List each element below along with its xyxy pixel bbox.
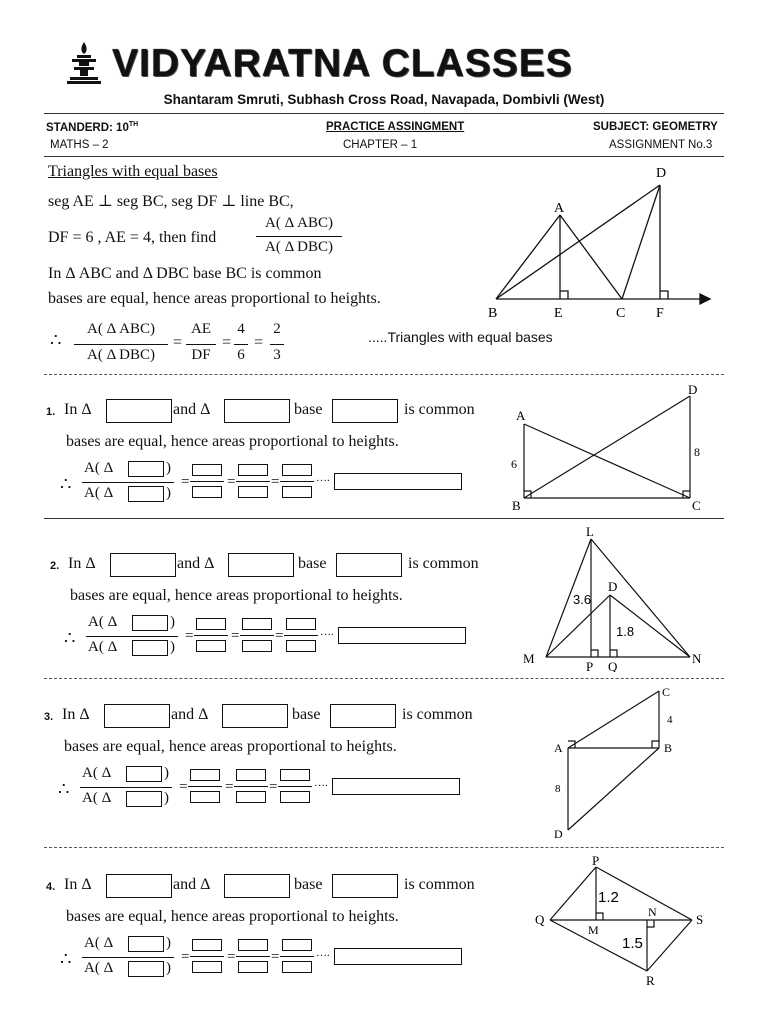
q2-label-p: P [586,659,594,672]
ae-df-bar [186,344,216,345]
six-denominator: 6 [237,347,245,363]
q3-label-b: B [664,741,673,755]
question-number: 4. [46,881,56,893]
therefore-symbol: ∴ [58,779,70,799]
example-statement: In Δ ABC and Δ DBC base BC is common [48,265,322,282]
equals-sign: = [181,949,190,965]
value-numerator-input[interactable] [238,939,268,951]
close-paren: ) [166,960,171,976]
area-denominator-input[interactable] [128,486,164,502]
in-delta-text: In Δ [64,401,92,418]
area-denominator-input[interactable] [128,961,164,977]
and-delta-text: and Δ [173,876,211,893]
question-number: 3. [44,711,54,723]
triangle-1-input[interactable] [104,704,170,728]
ratio-bar [80,787,172,788]
q3-label-c: C [662,685,671,699]
close-paren: ) [170,639,175,655]
close-paren: ) [170,614,175,630]
area-denominator-input[interactable] [132,640,168,656]
example-find-denominator: A( Δ DBC) [265,239,333,255]
standard-text: STANDERD: 10 [46,121,129,134]
simplified-denominator-input[interactable] [286,640,316,652]
q2-label-n: N [692,651,702,666]
triangle-2-input[interactable] [228,553,294,577]
area-numerator-prefix: A( Δ [88,614,118,630]
close-paren: ) [166,485,171,501]
area-denominator-prefix: A( Δ [88,639,118,655]
section-divider [44,678,724,679]
area-denominator-prefix: A( Δ [82,790,112,806]
height-numerator-input[interactable] [192,939,222,951]
q4-length-pm: 1.2 [598,889,619,906]
value-numerator-input[interactable] [236,769,266,781]
base-input[interactable] [336,553,402,577]
lamp-logo-icon [64,40,104,86]
q2-label-q: Q [608,659,618,672]
area-numerator-prefix: A( Δ [84,935,114,951]
institute-title: VIDYARATNA CLASSES [112,42,573,85]
dots-text: …. [316,947,330,959]
equals-sign: = [222,334,232,351]
ratio-bar [280,481,314,482]
simplified-denominator-input[interactable] [280,791,310,803]
equals-sign: = [275,628,284,644]
dots-text: …. [314,777,328,789]
equals-sign: = [173,334,183,351]
equals-sign: = [271,474,280,490]
therefore-symbol: ∴ [50,330,62,350]
is-common-text: is common [402,706,473,723]
height-numerator-input[interactable] [192,464,222,476]
base-text: base [294,876,323,893]
q2-label-l: L [586,524,594,539]
height-denominator-input[interactable] [192,961,222,973]
q3-length-bc: 4 [667,714,673,726]
q4-length-nr: 1.5 [622,935,643,952]
and-delta-text: and Δ [173,401,211,418]
in-delta-text: In Δ [64,876,92,893]
header-rule [44,113,724,114]
q1-label-c: C [692,498,701,513]
reason-text: bases are equal, hence areas proportional to heights. [70,587,403,604]
q1-length-ab: 6 [511,457,517,471]
institute-address: Shantaram Smruti, Subhash Cross Road, Navapada, Dombivli (West) [163,92,605,107]
q1-length-dc: 8 [694,445,700,459]
simplified-numerator-input[interactable] [282,464,312,476]
example-ratio-bar [74,344,168,345]
height-denominator-input[interactable] [196,640,226,652]
fig-label-c: C [616,306,626,321]
figure-q2 [516,522,716,672]
height-denominator-input[interactable] [192,486,222,498]
triangle-2-input[interactable] [222,704,288,728]
fig-label-f: F [656,306,664,321]
value-denominator-input[interactable] [242,640,272,652]
equals-sign: = [179,779,188,795]
and-delta-text: and Δ [177,555,215,572]
in-delta-text: In Δ [62,706,90,723]
example-ratio-denominator: A( Δ DBC) [87,347,155,363]
base-text: base [298,555,327,572]
reason-answer-input[interactable] [332,778,460,795]
ratio-bar [284,635,318,636]
assignment-label: ASSIGNMENT No.3 [609,139,713,151]
and-delta-text: and Δ [171,706,209,723]
triangle-1-input[interactable] [106,399,172,423]
value-numerator-input[interactable] [238,464,268,476]
figure-q3 [546,682,696,840]
two-numerator: 2 [273,321,281,337]
triangle-2-input[interactable] [224,399,290,423]
triangle-1-input[interactable] [106,874,172,898]
height-denominator-input[interactable] [190,791,220,803]
figure-q4 [530,852,720,994]
q2-length-lp: 3.6 [573,592,592,607]
reason-text: bases are equal, hence areas proportional to heights. [66,908,399,925]
value-denominator-input[interactable] [238,961,268,973]
ratio-bar [190,481,224,482]
example-given-1: seg AE ⊥ seg BC, seg DF ⊥ line BC, [48,193,294,210]
therefore-symbol: ∴ [60,474,72,494]
in-delta-text: In Δ [68,555,96,572]
reason-answer-input[interactable] [338,627,466,644]
q4-label-r: R [646,973,655,988]
section-divider [44,847,724,848]
logo [64,40,104,86]
example-ratio-numerator: A( Δ ABC) [87,321,155,337]
q4-label-m: M [588,923,599,937]
area-numerator-input[interactable] [132,615,168,631]
simplified-numerator-input[interactable] [286,618,316,630]
reason-text: bases are equal, hence areas proportional to heights. [66,433,399,450]
example-given-2: DF = 6 , AE = 4, then find [48,229,217,246]
reason-text: bases are equal, hence areas proportional to heights. [64,738,397,755]
q2-length-dq: 1.8 [616,624,635,639]
ratio-bar [188,786,222,787]
simplified-numerator-input[interactable] [282,939,312,951]
ratio-bar [86,636,178,637]
is-common-text: is common [404,876,475,893]
ratio-bar [280,956,314,957]
q1-label-d: D [688,382,698,397]
height-numerator-input[interactable] [196,618,226,630]
q2-label-m: M [523,651,535,666]
fig-label-e: E [554,306,563,321]
area-denominator-prefix: A( Δ [84,485,114,501]
reason-answer-input[interactable] [334,473,462,490]
standard-label [46,121,138,134]
q3-label-a: A [554,741,563,755]
ratio-bar [194,635,228,636]
area-numerator-input[interactable] [128,461,164,477]
figure-q1 [506,380,716,515]
simplified-numerator-input[interactable] [280,769,310,781]
q4-label-q: Q [535,912,545,927]
value-denominator-input[interactable] [236,791,266,803]
example-reason: bases are equal, hence areas proportional to heights. [48,290,381,307]
area-denominator-input[interactable] [126,791,162,807]
q3-label-d: D [554,827,563,840]
ratio-bar [240,635,274,636]
area-numerator-prefix: A( Δ [82,765,112,781]
four-six-bar [234,344,248,345]
simplified-denominator-input[interactable] [282,486,312,498]
triangle-2-input[interactable] [224,874,290,898]
equals-sign: = [227,474,236,490]
section-divider [44,518,724,519]
equals-sign: = [227,949,236,965]
ratio-bar [236,481,270,482]
example-heading: Triangles with equal bases [48,163,218,180]
base-text: base [294,401,323,418]
base-input[interactable] [332,874,398,898]
four-numerator: 4 [237,321,245,337]
subject-label: SUBJECT: GEOMETRY [593,121,718,133]
value-numerator-input[interactable] [242,618,272,630]
section-divider [44,374,724,375]
example-note: .....Triangles with equal bases [368,329,553,345]
ratio-bar [190,956,224,957]
close-paren: ) [166,460,171,476]
chapter-label: CHAPTER – 1 [343,139,418,151]
q3-length-ad: 8 [555,783,561,795]
ratio-bar [234,786,268,787]
fig-label-d: D [656,166,667,181]
triangle-1-input[interactable] [110,553,176,577]
therefore-symbol: ∴ [60,949,72,969]
example-find-bar [256,236,342,237]
example-figure [482,160,722,330]
equals-sign: = [269,779,278,795]
practice-label: PRACTICE ASSINGMENT [326,121,465,133]
reason-answer-input[interactable] [334,948,462,965]
equals-sign: = [181,474,190,490]
q4-label-p: P [592,853,600,868]
area-denominator-prefix: A( Δ [84,960,114,976]
q1-label-a: A [516,408,526,423]
fig-label-a: A [554,201,565,216]
df-denominator: DF [191,347,211,363]
question-number: 2. [50,560,60,572]
q4-label-s: S [696,912,704,927]
dots-text: …. [316,472,330,484]
close-paren: ) [164,765,169,781]
ae-numerator: AE [191,321,211,337]
ratio-bar [278,786,312,787]
base-input[interactable] [330,704,396,728]
equals-sign: = [185,628,194,644]
area-numerator-input[interactable] [126,766,162,782]
is-common-text: is common [404,401,475,418]
ratio-bar [82,957,174,958]
standard-superscript: TH [128,121,139,128]
equals-sign: = [254,334,264,351]
fig-label-b: B [488,306,498,321]
ratio-bar [236,956,270,957]
ratio-bar [82,482,174,483]
base-text: base [292,706,321,723]
area-numerator-prefix: A( Δ [84,460,114,476]
is-common-text: is common [408,555,479,572]
therefore-symbol: ∴ [64,628,76,648]
simplified-denominator-input[interactable] [282,961,312,973]
q2-label-d: D [608,579,618,594]
three-denominator: 3 [273,347,281,363]
maths-label: MATHS – 2 [50,139,109,151]
two-three-bar [270,344,284,345]
base-input[interactable] [332,399,398,423]
equals-sign: = [231,628,240,644]
close-paren: ) [164,790,169,806]
area-numerator-input[interactable] [128,936,164,952]
q1-label-b: B [512,498,521,513]
q4-label-n: N [648,905,657,919]
height-numerator-input[interactable] [190,769,220,781]
close-paren: ) [166,935,171,951]
meta-rule [44,156,724,157]
equals-sign: = [225,779,234,795]
equals-sign: = [271,949,280,965]
question-number: 1. [46,406,56,418]
example-find-numerator: A( Δ ABC) [265,215,333,231]
value-denominator-input[interactable] [238,486,268,498]
dots-text: …. [320,626,334,638]
